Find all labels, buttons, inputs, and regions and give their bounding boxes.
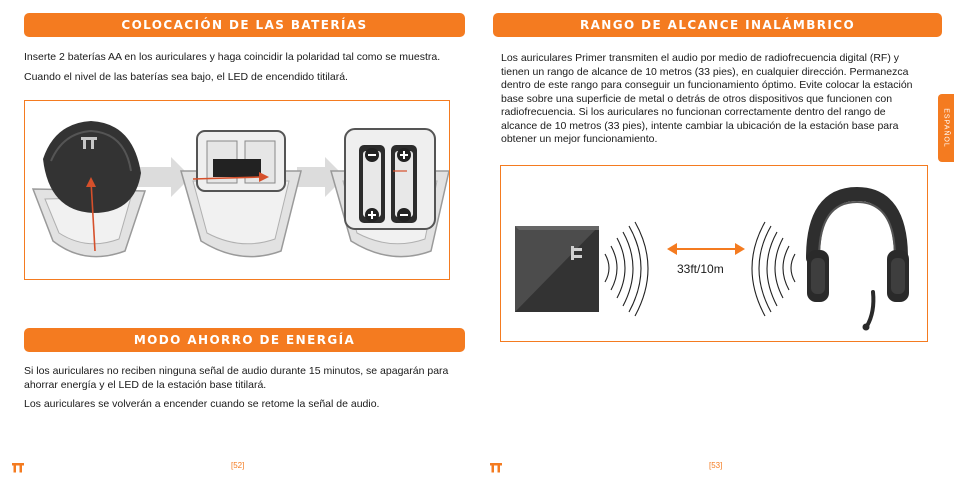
earcup-cover-step1 [33, 121, 145, 257]
range-figure [500, 165, 928, 342]
power-section-title: MODO AHORRO DE ENERGÍA [24, 328, 465, 352]
power-instructions-1: Si los auriculares no reciben ninguna señal de audio durante 15 minutos, se apagarán para ahorrar energía y el LED de la estación base titilará. [24, 365, 449, 391]
distance-label: 33ft/10m [677, 262, 724, 276]
battery-plus-icon [397, 148, 411, 162]
tritton-logo-icon [12, 463, 24, 473]
page-number-right: [53] [709, 461, 723, 470]
range-instructions: Los auriculares Primer transmiten el audio por medio de radiofrecuencia digital (RF) y tienen un rango de alcance de 10 metros (33 pies), en cualquier dirección. Permanezca dentro de este rango para conseguir un funcionamiento óptimo. Evite colocar la estación base sobre una superficie de metal o detrás de otros dispositivos que funcionen con radiofrecuencia. Si los auriculares no funcionan correctamente dentro del rango de alcance de 10 metros (33 pies), intente cambiar la ubicación de la estación base para obtener un mejor funcionamiento. [501, 52, 913, 145]
battery-section-title: COLOCACIÓN DE LAS BATERÍAS [24, 13, 465, 37]
language-side-tab-label: ESPAÑOL [942, 108, 950, 148]
battery-plus-icon [365, 208, 379, 222]
page-number-left: [52] [231, 461, 245, 470]
base-station [515, 226, 599, 312]
double-arrow-icon [667, 243, 745, 255]
battery-instructions-1: Inserte 2 baterías AA en los auriculares y haga coincidir la polaridad tal como se muestra. [24, 51, 441, 63]
wifi-waves-icon [605, 222, 648, 316]
battery-minus-icon [397, 208, 411, 222]
battery-figure [24, 100, 450, 280]
earcup-open-step2 [181, 131, 301, 257]
power-instructions-2: Los auriculares se volverán a encender cuando se retome la señal de audio. [24, 398, 380, 410]
tritton-logo-icon [490, 463, 502, 473]
battery-minus-icon [365, 148, 379, 162]
battery-instructions-2: Cuando el nivel de las baterías sea bajo, el LED de encendido titilará. [24, 71, 348, 83]
wifi-waves-icon [752, 222, 795, 316]
range-section-title: RANGO DE ALCANCE INALÁMBRICO [493, 13, 942, 37]
language-side-tab [938, 94, 954, 162]
earcup-batteries-step3 [331, 129, 449, 257]
headset [807, 194, 909, 331]
